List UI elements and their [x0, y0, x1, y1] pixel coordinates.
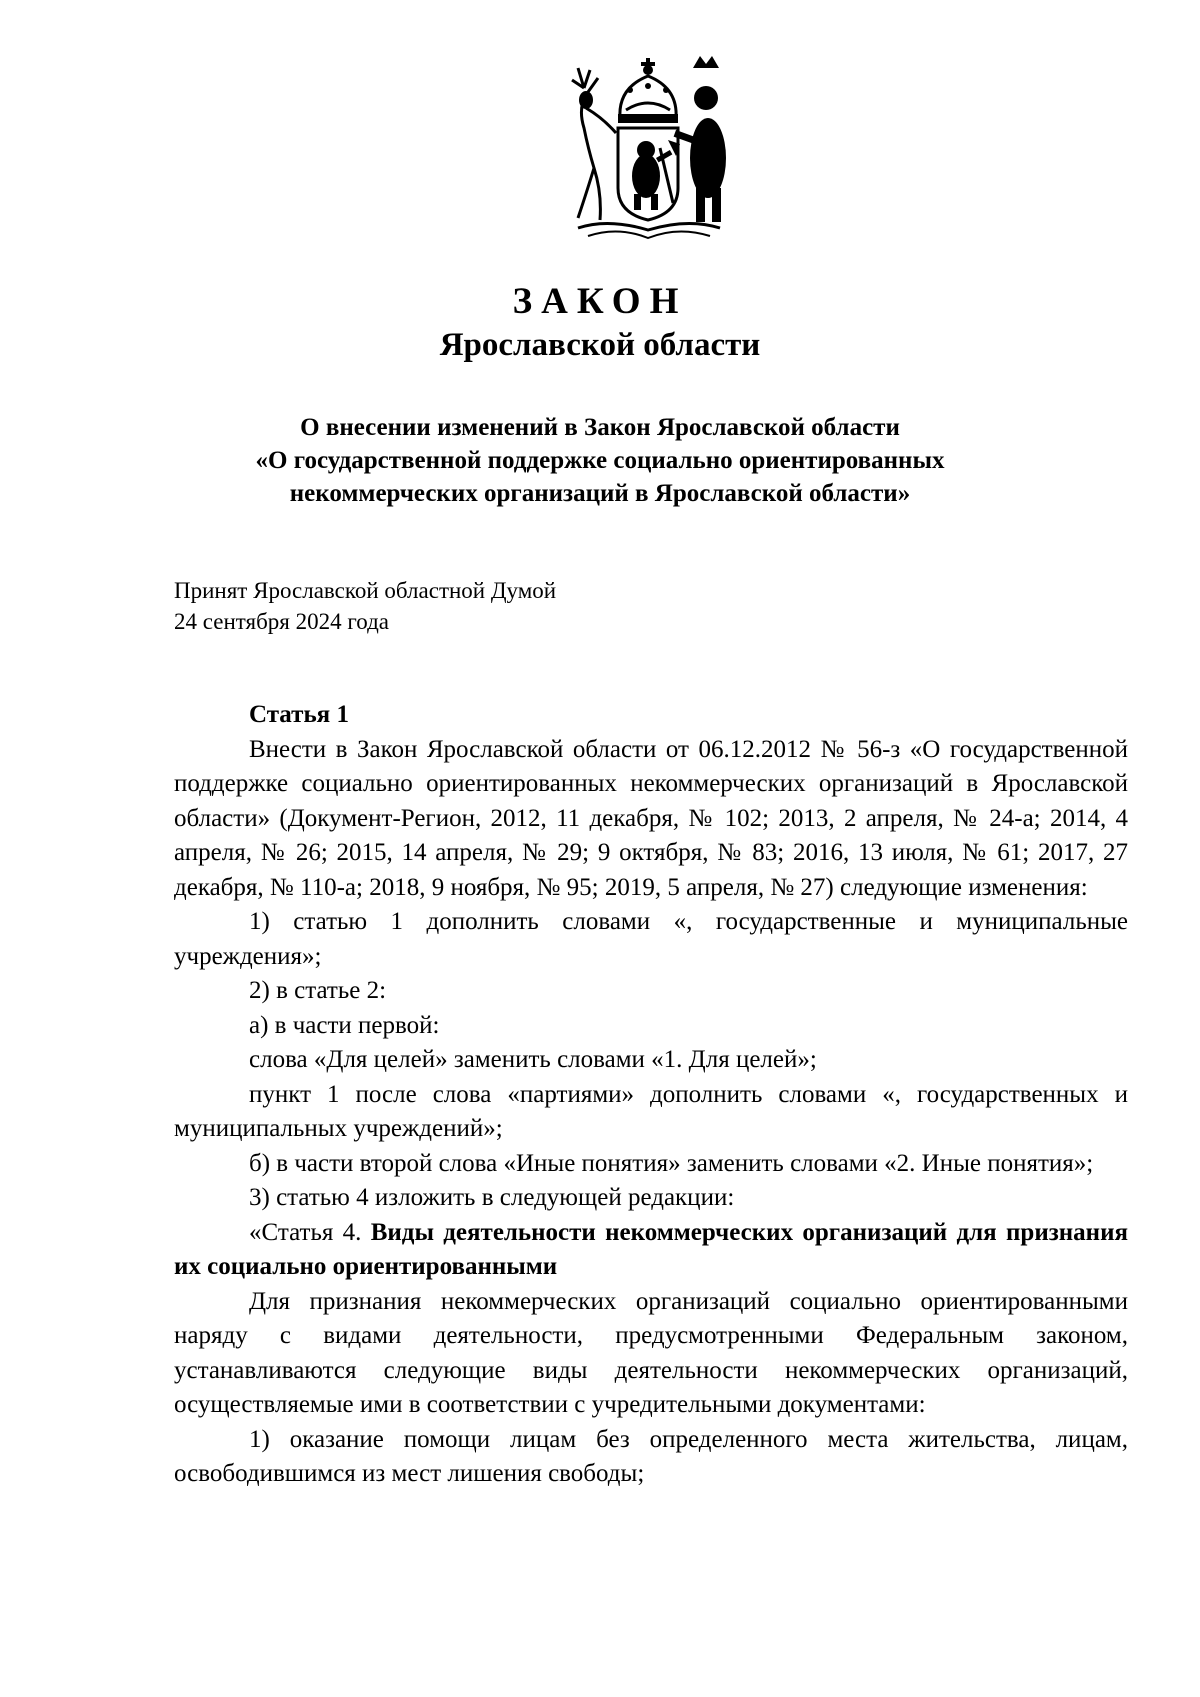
- amendment-item-2a-point: пункт 1 после слова «партиями» дополнить словами «, государственных и муниципальных учреждений»;: [174, 1080, 1128, 1142]
- issuing-region-title: Ярославской области: [439, 327, 761, 363]
- adoption-note: [174, 575, 556, 637]
- amendment-item-3: 3) статью 4 изложить в следующей редакции:: [249, 1184, 735, 1211]
- amendment-item-2a: а) в части первой:: [249, 1011, 440, 1039]
- amendment-item-2: 2) в статье 2:: [249, 977, 387, 1004]
- article-1-body: [174, 698, 1128, 1492]
- adoption-body: Принят Ярославской областной Думой: [174, 578, 557, 603]
- subject-line-3: некоммерческих организаций в Ярославской области»: [289, 480, 911, 507]
- subject-line-2: «О государственной поддержке социально ориентированных: [255, 447, 945, 474]
- amendment-item-1: 1) статью 1 дополнить словами «, государственные и муниципальные учреждения»;: [174, 908, 1128, 970]
- new-article-4-prefix: «Статья 4.: [249, 1218, 371, 1246]
- new-article-4-item-1: 1) оказание помощи лицам без определенного места жительства, лицам, освободившимся из мест лишения свободы;: [174, 1425, 1128, 1487]
- new-article-4-title: Виды деятельности некоммерческих организаций для признания их социально ориентированными: [174, 1218, 1129, 1280]
- adoption-date: 24 сентября 2024 года: [174, 609, 389, 634]
- subject-line-1: О внесении изменений в Закон Ярославской области: [300, 414, 900, 441]
- document-type-title: ЗАКОН: [512, 281, 688, 322]
- law-subject-title: [0, 411, 1200, 510]
- amendment-item-2a-words: слова «Для целей» заменить словами «1. Для целей»;: [249, 1046, 817, 1073]
- amendment-item-2b: б) в части второй слова «Иные понятия» заменить словами «2. Иные понятия»;: [249, 1149, 1094, 1177]
- article-heading: Статья 1: [249, 701, 349, 728]
- new-article-4-heading: [174, 1216, 1128, 1285]
- article-intro-paragraph: Внести в Закон Ярославской области от 06.12.2012 № 56-з «О государственной поддержке социально ориентированных некоммерческих организаций в Ярославской области» (Документ-Регион, 2012, 11 декабря, № 102; 2013, 2 апреля, № 24-а; 2014, 4 апреля, № 26; 2015, 14 апреля, № 29; 9 октября, № 83; 2016, 13 июля, № 61; 2017, 27 декабря, № 110-а; 2018, 9 ноября, № 95; 2019, 5 апреля, № 27) следующие изменения:: [174, 735, 1128, 901]
- new-article-4-intro: Для признания некоммерческих организаций социально ориентированными наряду с видами деятельности, предусмотренными Федеральным законом, устанавливаются следующие виды деятельности некоммерческих организаций, осуществляемые ими в соответствии с учредительными документами:: [174, 1287, 1128, 1418]
- coat-of-arms-emblem: [548, 48, 748, 248]
